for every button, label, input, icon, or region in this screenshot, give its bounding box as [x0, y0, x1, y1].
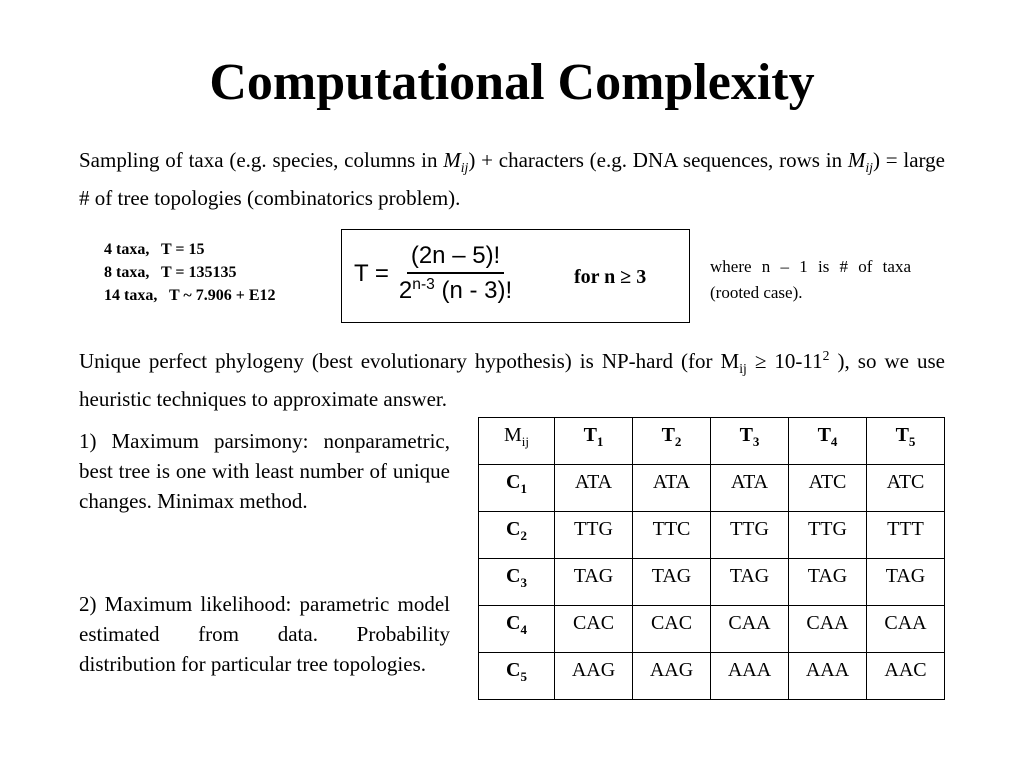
table-cell: ATA	[555, 465, 633, 512]
table-cell: TTG	[711, 512, 789, 559]
table-cell: ATA	[711, 465, 789, 512]
character-matrix-table	[478, 417, 945, 700]
formula-note: where n – 1 is # of taxa (rooted case).	[710, 257, 911, 302]
taxa-example: 14 taxa, T ~ 7.906 + E12	[104, 287, 276, 304]
table-cell: ATA	[633, 465, 711, 512]
table-row	[479, 606, 945, 653]
table-cell: CAA	[711, 606, 789, 653]
formula-condition: for n ≥ 3	[574, 266, 647, 288]
table-cell: TAG	[867, 559, 945, 606]
table-row	[479, 559, 945, 606]
table-row	[479, 465, 945, 512]
taxa-example: 8 taxa, T = 135135	[104, 264, 237, 281]
row-header: $C_1$	[479, 465, 555, 512]
row-header: $C_3$	[479, 559, 555, 606]
table-cell: AAA	[711, 653, 789, 700]
table-cell: ATC	[789, 465, 867, 512]
np-hard-paragraph: Unique perfect phylogeny (best evolutionary hypothesis) is NP-hard (for $M_{ij} \ge 10-11^2$ ), so we use heuristic techniques to approximate answer.	[79, 348, 945, 412]
matrix-symbol: $M_{ij}$	[847, 148, 873, 176]
column-header: $T_4$	[789, 418, 867, 465]
formula-box	[341, 229, 690, 323]
column-header: $T_2$	[633, 418, 711, 465]
matrix-symbol: $M_{ij}$	[443, 148, 469, 176]
table-cell: CAC	[555, 606, 633, 653]
intro-paragraph: Sampling of taxa (e.g. species, columns in $M_{ij}$) + characters (e.g. DNA sequences, rows in $M_{ij}$) = large # of tree topologies (combinatorics problem).	[79, 148, 945, 211]
formula-lhs: T =	[354, 259, 389, 287]
column-header: $T_1$	[555, 418, 633, 465]
method-parsimony: 1) Maximum parsimony: nonparametric, best tree is one with least number of unique changes. Minimax method.	[79, 429, 450, 513]
method-likelihood: 2) Maximum likelihood: parametric model estimated from data. Probability distribution for particular tree topologies.	[79, 592, 450, 676]
formula-numerator: (2n – 5)!	[407, 242, 504, 274]
table-cell: AAG	[633, 653, 711, 700]
row-header: $C_2$	[479, 512, 555, 559]
table-cell: TTT	[867, 512, 945, 559]
table-cell: TTG	[789, 512, 867, 559]
column-header: $T_5$	[867, 418, 945, 465]
table-cell: TTG	[555, 512, 633, 559]
table-cell: AAC	[867, 653, 945, 700]
column-header: $T_3$	[711, 418, 789, 465]
slide-title: Computational Complexity	[209, 54, 815, 111]
row-header: $C_5$	[479, 653, 555, 700]
table-cell: TAG	[711, 559, 789, 606]
table-row	[479, 653, 945, 700]
table-row	[479, 512, 945, 559]
topology-formula	[354, 242, 512, 305]
table-corner-cell: $M_{ij}$	[479, 418, 555, 465]
row-header: $C_4$	[479, 606, 555, 653]
table-cell: AAA	[789, 653, 867, 700]
table-cell: TAG	[789, 559, 867, 606]
taxa-examples	[104, 238, 276, 307]
table-cell: CAA	[867, 606, 945, 653]
taxa-example: 4 taxa, T = 15	[104, 241, 205, 258]
table-cell: CAA	[789, 606, 867, 653]
table-cell: TAG	[555, 559, 633, 606]
formula-denominator: 2$^{n-3}$ (n - 3)!	[398, 276, 513, 304]
table-cell: CAC	[633, 606, 711, 653]
table-header-row	[479, 418, 945, 465]
formula-fraction	[399, 242, 512, 305]
table-cell: TAG	[633, 559, 711, 606]
table-cell: AAG	[555, 653, 633, 700]
table-cell: TTC	[633, 512, 711, 559]
table-cell: ATC	[867, 465, 945, 512]
